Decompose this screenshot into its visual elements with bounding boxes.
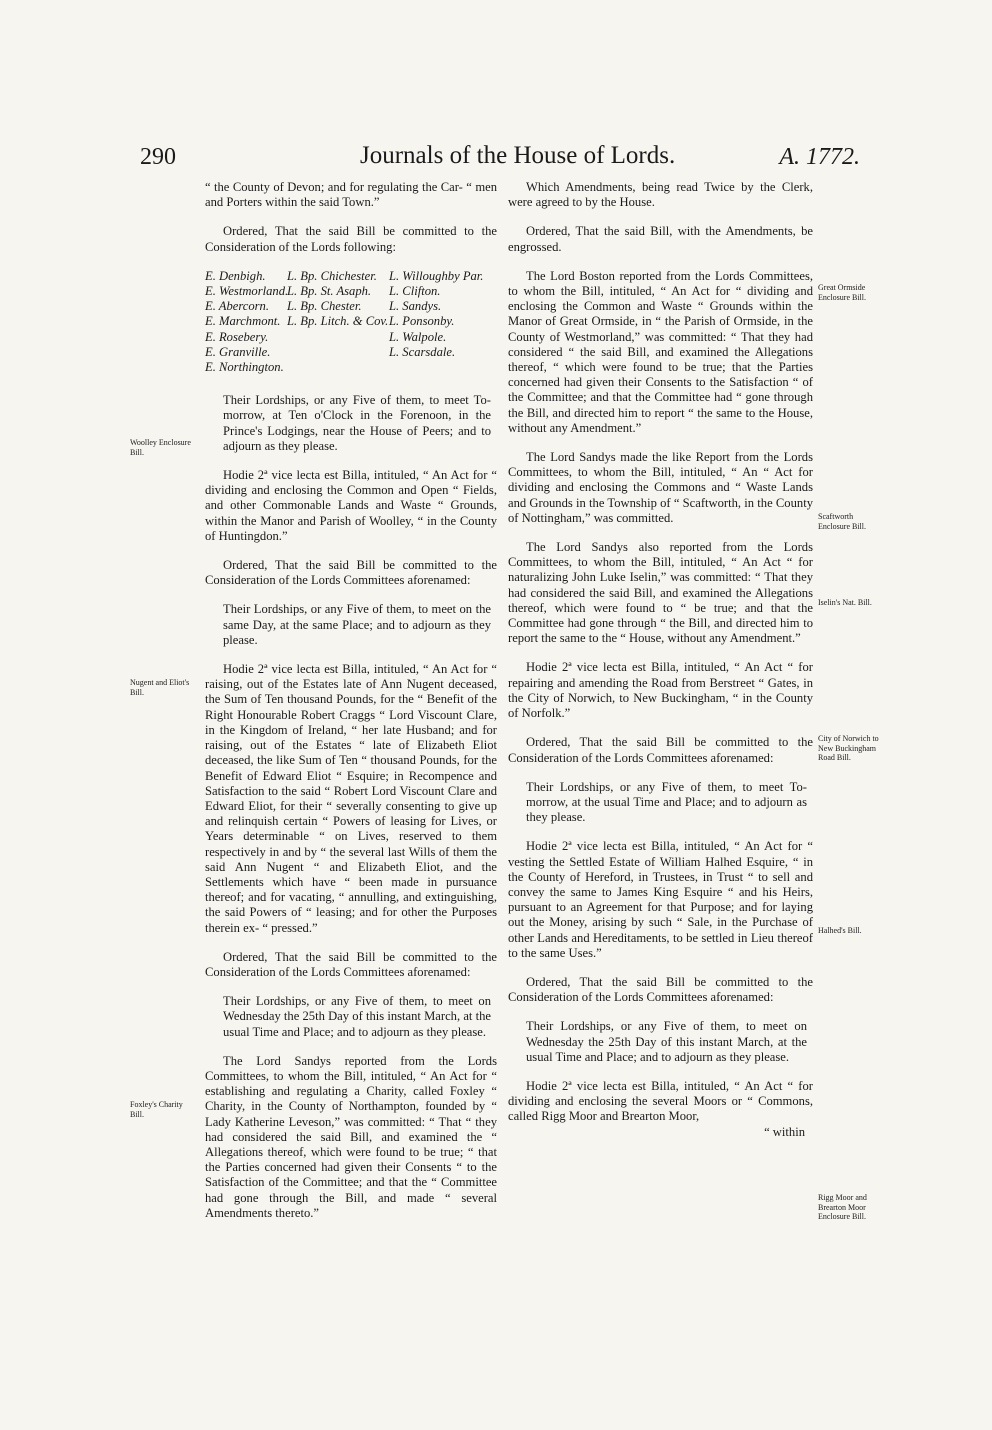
paragraph: Hodie 2ª vice lecta est Billa, intituled, “ An Act for “ raising, out of the Estates late of Ann Nugent deceased, the Sum of Ten thousand Pounds, for the “ Benefit of the Right Honourable Robert Craggs “ Lord Viscount Clare, in the Kingdom of Ireland, “ her late Husband; and for raising, out of the Estates “ late of Elizabeth Eliot deceased, the like Sum of Ten “ thousand Pounds, for the Benefit of Edward Eliot “ Esquire; in Recompence and Satisfaction to the said “ Robert Lord Viscount Clare and Edward Eliot, for their “ severally consenting to give up and relinquish certain “ Powers of leasing for Lives, or Years determinable “ on Lives, reserved to them respectively in and by “ the several last Wills of them the said Ann Nugent “ and Elizabeth Eliot, and the Settlements which have “ been made in pursuance thereof; and for vacating, “ annulling, and extinguishing, the said Powers of “ leasing; and for other the Purposes therein ex- “ pressed.” (205, 662, 497, 935)
margin-note-rigg-moor: Rigg Moor and Brearton Moor Enclosure Bill. (818, 1193, 867, 1221)
lord-entry: L. Bp. Chichester. (287, 268, 377, 283)
paragraph: Which Amendments, being read Twice by the Clerk, were agreed to by the House. (508, 180, 813, 210)
paragraph: The Lord Sandys reported from the Lords Committees, to whom the Bill, intituled, “ An Act for “ establishing and regulating a Charity, called Foxley “ Charity, in the County of Northampton, founded by “ Lady Katherine Leveson,” was committed: “ That “ they had considered the said Bill, and examined the “ Allegations thereof, which were found to be true; “ that the Parties concerned had given their Consents “ to the Satisfaction of the Committee; and that the “ Committee had gone through the Bill, and made “ several Amendments thereto.” (205, 1053, 497, 1220)
margin-note-nugent: Nugent and Eliot's Bill. (130, 678, 190, 697)
paragraph: Their Lordships, or any Five of them, to meet on the same Day, at the same Place; and to adjourn as they please. (223, 602, 491, 647)
lord-entry: L. Clifton. (389, 284, 441, 299)
paragraph: Ordered, That the said Bill, with the Amendments, be engrossed. (508, 224, 813, 254)
margin-note-woolley: Woolley Enclosure Bill. (130, 438, 191, 457)
paragraph: Their Lordships, or any Five of them, to meet on Wednesday the 25th Day of this instant March, at the usual Time and Place; and to adjourn as they please. (223, 994, 491, 1039)
lord-entry: L. Bp. Litch. & Cov. (287, 314, 389, 329)
lord-entry: L. Sandys. (389, 299, 442, 314)
paragraph: Ordered, That the said Bill be committed to the Consideration of the Lords following: (205, 224, 497, 254)
lord-entry: L. Walpole. (389, 329, 447, 344)
margin-note-norwich: City of Norwich to New Buckingham Road Bill. (818, 734, 879, 762)
lord-entry (287, 330, 389, 345)
margin-note-foxley: Foxley's Charity Bill. (130, 1100, 183, 1119)
lord-entry (287, 360, 389, 375)
left-column (205, 180, 497, 1235)
paragraph: Ordered, That the said Bill be committed to the Consideration of the Lords Committees aforenamed: (205, 558, 497, 588)
paragraph: Hodie 2ª vice lecta est Billa, intituled, “ An Act “ for dividing and enclosing the several Moors or “ Commons, called Rigg Moor and Brearton Moor, (508, 1078, 813, 1124)
lord-entry: E. Rosebery. (205, 329, 269, 344)
paragraph: Their Lordships, or any Five of them, to meet To-morrow, at the usual Time and Place; and to adjourn as they please. (526, 779, 807, 825)
lord-entry: E. Westmorland. (205, 284, 289, 299)
paragraph: Hodie 2ª vice lecta est Billa, intituled, “ An Act “ for repairing and amending the Road from Berstreet “ Gates, in the City of Norwich, to New Buckingham, “ in the County of Norfolk.” (508, 660, 813, 721)
lord-entry: L. Scarsdale. (389, 344, 456, 359)
paragraph: The Lord Boston reported from the Lords Committees, to whom the Bill, intituled, “ An Act for “ dividing and enclosing the Common and Waste “ Grounds within the Manor of Great Ormside, in “ the Parish of Ormside, in the County of Westmorland,” was committed: “ That they had considered “ the said Bill, and examined the Allegations thereof, “ which were found to be true; that the Parties concerned had given their Consents to the Satisfaction “ of the Committee; and that the Committee had “ gone through the Bill, and directed him to report “ the same to the House, without any Amendment.” (508, 268, 813, 435)
paragraph: Their Lordships, or any Five of them, to meet on Wednesday the 25th Day of this instant March, at the usual Time and Place; and to adjourn as they please. (526, 1019, 807, 1064)
paragraph: Hodie 2ª vice lecta est Billa, intituled, “ An Act for “ vesting the Settled Estate of William Halhed Esquire, “ in the County of Hereford, in Trustees, in Trust “ to sell and convey the same to James King Esquire “ and his Heirs, pursuant to an Agreement for that Purpose; and for laying out the Money, arising by such “ Sale, in the Purchase of other Lands and Hereditaments, to be settled in Lieu thereof to the same Uses.” (508, 839, 813, 960)
lords-list (205, 269, 497, 375)
page-header (140, 144, 860, 174)
right-column (508, 180, 813, 1140)
lord-entry: L. Bp. St. Asaph. (287, 284, 372, 299)
lord-entry: E. Denbigh. (205, 268, 266, 283)
lord-entry: E. Abercorn. (205, 299, 270, 314)
margin-note-iselin: Iselin's Nat. Bill. (818, 598, 872, 607)
lord-entry: L. Ponsonby. (389, 314, 455, 329)
catchword: “ within (764, 1124, 805, 1139)
margin-note-scaftworth: Scaftworth Enclosure Bill. (818, 512, 866, 531)
lord-entry (287, 345, 389, 360)
page-number: 290 (140, 144, 176, 170)
paragraph: The Lord Sandys also reported from the Lords Committees, to whom the Bill, intituled, “ An Act “ for naturalizing John Luke Iselin,” was committed: “ That they had considered the said Bill, and examined the Allegations thereof, which were found to “ be true; and that the Committee had gone through “ the Bill, and directed him to report the same to the “ House, without any Amendment.” (508, 540, 813, 646)
paragraph: Ordered, That the said Bill be committed to the Consideration of the Lords Committees aforenamed: (508, 735, 813, 765)
year: A. 1772. (779, 144, 860, 170)
lord-entry: E. Marchmont. (205, 314, 281, 329)
paragraph: Ordered, That the said Bill be committed to the Consideration of the Lords Committees aforenamed: (508, 974, 813, 1005)
lord-entry: L. Bp. Chester. (287, 299, 362, 314)
lord-entry: E. Northington. (205, 360, 284, 375)
lord-entry (389, 360, 497, 375)
running-title: Journals of the House of Lords. (360, 142, 676, 169)
paragraph: The Lord Sandys made the like Report from the Lords Committees, to whom the Bill, intituled, “ An “ Act for dividing and enclosing the Commons and “ Waste Lands and Grounds in the Township of “ Scaftworth, in the County of Nottingham,” was committed. (508, 450, 813, 525)
margin-note-halhed: Halhed's Bill. (818, 926, 862, 935)
lord-entry: L. Willoughby Par. (389, 268, 484, 283)
paragraph: “ the County of Devon; and for regulating the Car- “ men and Porters within the said Town.” (205, 180, 497, 210)
paragraph: Ordered, That the said Bill be committed to the Consideration of the Lords Committees aforenamed: (205, 949, 497, 979)
paragraph: Their Lordships, or any Five of them, to meet To-morrow, at Ten o'Clock in the Forenoon, in the Prince's Lodgings, near the House of Peers; and to adjourn as they please. (223, 393, 491, 453)
lord-entry: E. Granville. (205, 344, 271, 359)
margin-note-great-ormside: Great Ormside Enclosure Bill. (818, 283, 866, 302)
paragraph: Hodie 2ª vice lecta est Billa, intituled, “ An Act for “ dividing and enclosing the Common and Open “ Fields, and other Commonable Lands and Waste “ Grounds, within the Manor and Parish of Woolley, “ in the County of Huntingdon.” (205, 468, 497, 543)
